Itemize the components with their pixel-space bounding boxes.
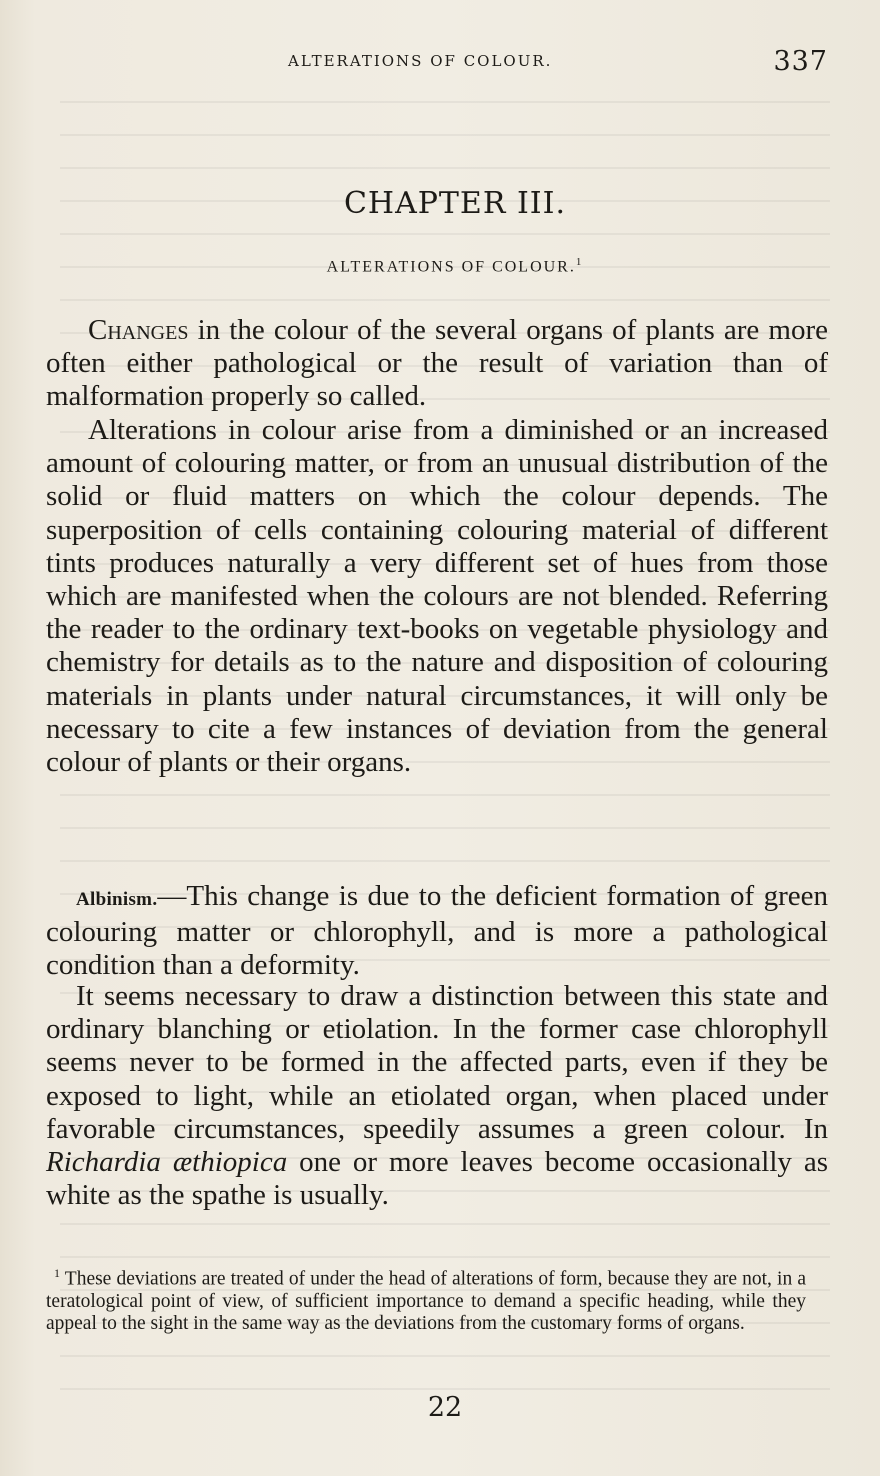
- running-title: ALTERATIONS OF COLOUR.: [288, 52, 553, 70]
- footnote: [46, 1262, 806, 1335]
- paragraph-intro-text: in the colour of the several organs of plants are more often either pathological or the result of variation than of malformation properly so called.: [46, 314, 828, 413]
- chapter-title: CHAPTER III.: [343, 186, 567, 221]
- paragraph-intro: [46, 314, 828, 414]
- running-header: [0, 46, 880, 86]
- section-heading-albinism: Albinism.: [76, 889, 158, 910]
- footnote-text: These deviations are treated of under the head of alterations of form, because they are not, in a teratological point of view, of sufficient importance to demand a specific heading, while they appeal to the sight in the same way as the deviations from the customary forms of organs.: [46, 1268, 806, 1334]
- footnote-marker: 1: [54, 1266, 60, 1280]
- paragraph-albinism: [46, 880, 828, 983]
- paragraph-distinction-text-a: It seems necessary to draw a distinction between this state and ordinary blanching or etiolation. In the former case chlorophyll seems never to be formed in the affected parts, even if they be exposed to light, while an etiolated organ, when placed under favorable circumstances, speedily assumes a green colour. In: [46, 980, 828, 1145]
- paragraph-albinism-text: —This change is due to the deficient formation of green colouring matter or chlorophyll, and is more a pathological condition than a deformity.: [46, 880, 828, 982]
- page-number: 337: [773, 46, 828, 77]
- paragraph-distinction-text-b: one or more leaves become occasionally as white as the spathe is usually.: [46, 1146, 828, 1212]
- species-name: Richardia æthiopica: [46, 1146, 288, 1179]
- paragraph-alterations: Alterations in colour arise from a diminished or an increased amount of colouring matter, or from an unusual distribution of the solid or fluid matters on which the colour depends. The superposition of cells containing colouring material of different tints produces naturally a very different set of hues from those which are manifested when the colours are not blended. Referring the reader to the ordinary text-books on vegetable physiology and chemistry for details as to the nature and disposition of colouring materials in plants under natural circumstances, it will only be necessary to cite a few instances of deviation from the general colour of plants or their organs.: [46, 414, 828, 779]
- paragraph-distinction: [46, 980, 828, 1212]
- paragraph-lead-word: Changes: [88, 314, 189, 346]
- signature-mark: 22: [427, 1392, 463, 1423]
- chapter-subtitle-text: ALTERATIONS OF COLOUR.: [326, 258, 576, 276]
- chapter-subtitle: [0, 256, 880, 276]
- footnote-ref: 1: [575, 256, 584, 268]
